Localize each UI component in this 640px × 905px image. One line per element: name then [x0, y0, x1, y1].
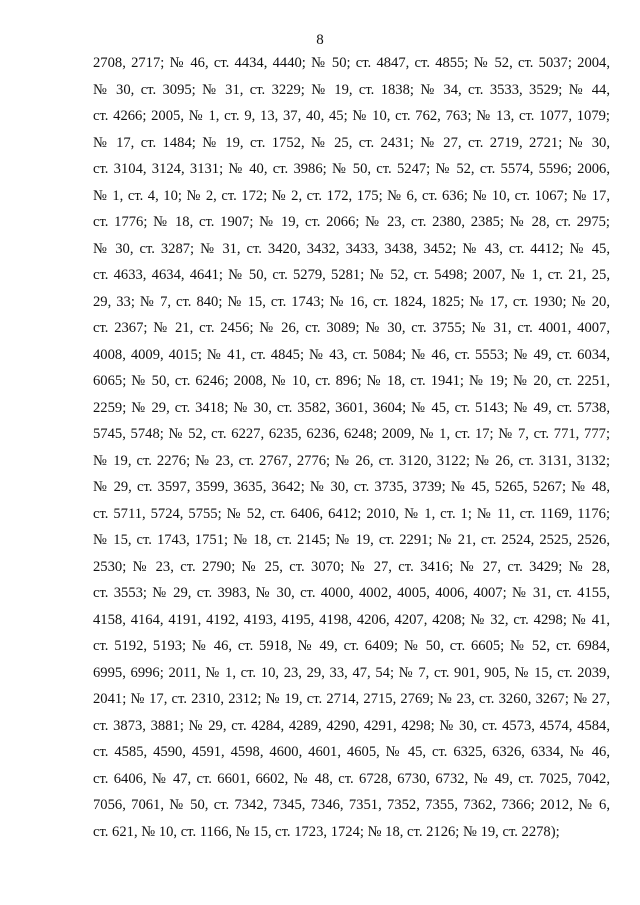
text-line: 2041; № 17, ст. 2310, 2312; № 19, ст. 2714, 2715, 2769; № 23, ст. 3260, 3267; № 27,	[93, 691, 610, 707]
text-line: 4008, 4009, 4015; № 41, ст. 4845; № 43, ст. 5084; № 46, ст. 5553; № 49, ст. 6034,	[93, 346, 610, 363]
text-line: ст. 4266; 2005, № 1, ст. 9, 13, 37, 40, 45; № 10, ст. 762, 763; № 13, ст. 1077, 1079;	[93, 108, 610, 124]
text-line: ст. 6406, № 47, ст. 6601, 6602, № 48, ст. 6728, 6730, 6732, № 49, ст. 7025, 7042,	[93, 770, 610, 787]
text-line: ст. 3104, 3124, 3131; № 40, ст. 3986; № 50, ст. 5247; № 52, ст. 5574, 5596; 2006,	[93, 161, 610, 177]
document-body-text	[93, 50, 610, 845]
text-line: № 29, ст. 3597, 3599, 3635, 3642; № 30, ст. 3735, 3739; № 45, 5265, 5267; № 48,	[93, 479, 610, 495]
text-line: 29, 33; № 7, ст. 840; № 15, ст. 1743; № 16, ст. 1824, 1825; № 17, ст. 1930; № 20,	[93, 293, 610, 310]
text-line: 2708, 2717; № 46, ст. 4434, 4440; № 50; ст. 4847, ст. 4855; № 52, ст. 5037; 2004,	[93, 55, 610, 71]
text-line: 5745, 5748; № 52, ст. 6227, 6235, 6236, 6248; 2009, № 1, ст. 17; № 7, ст. 771, 777;	[93, 426, 610, 442]
text-line: 7056, 7061, № 50, ст. 7342, 7345, 7346, 7351, 7352, 7355, 7362, 7366; 2012, № 6,	[93, 797, 610, 813]
text-line: 2259; № 29, ст. 3418; № 30, ст. 3582, 3601, 3604; № 45, ст. 5143; № 49, ст. 5738,	[93, 399, 610, 416]
text-line: ст. 621, № 10, ст. 1166, № 15, ст. 1723, 1724; № 18, ст. 2126; № 19, ст. 2278);	[93, 823, 560, 840]
text-line: 2530; № 23, ст. 2790; № 25, ст. 3070; № 27, ст. 3416; № 27, ст. 3429; № 28,	[93, 558, 610, 575]
text-line: № 19, ст. 2276; № 23, ст. 2767, 2776; № 26, ст. 3120, 3122; № 26, ст. 3131, 3132;	[93, 452, 610, 469]
text-line: ст. 1776; № 18, ст. 1907; № 19, ст. 2066; № 23, ст. 2380, 2385; № 28, ст. 2975;	[93, 214, 610, 230]
text-line: 6995, 6996; 2011, № 1, ст. 10, 23, 29, 33, 47, 54; № 7, ст. 901, 905, № 15, ст. 2039,	[93, 664, 610, 681]
text-line: ст. 3553; № 29, ст. 3983, № 30, ст. 4000, 4002, 4005, 4006, 4007; № 31, ст. 4155,	[93, 585, 610, 601]
text-line: 6065; № 50, ст. 6246; 2008, № 10, ст. 896; № 18, ст. 1941; № 19; № 20, ст. 2251,	[93, 373, 610, 389]
text-line: ст. 4585, 4590, 4591, 4598, 4600, 4601, 4605, № 45, ст. 6325, 6326, 6334, № 46,	[93, 744, 610, 760]
text-line: ст. 5711, 5724, 5755; № 52, ст. 6406, 6412; 2010, № 1, ст. 1; № 11, ст. 1169, 1176;	[93, 505, 610, 522]
text-line: № 30, ст. 3287; № 31, ст. 3420, 3432, 3433, 3438, 3452; № 43, ст. 4412; № 45,	[93, 240, 610, 257]
text-line: 4158, 4164, 4191, 4192, 4193, 4195, 4198, 4206, 4207, 4208; № 32, ст. 4298; № 41,	[93, 611, 610, 628]
text-line: ст. 3873, 3881; № 29, ст. 4284, 4289, 4290, 4291, 4298; № 30, ст. 4573, 4574, 4584,	[93, 717, 610, 734]
text-line: ст. 2367; № 21, ст. 2456; № 26, ст. 3089; № 30, ст. 3755; № 31, ст. 4001, 4007,	[93, 320, 610, 336]
text-line: № 1, ст. 4, 10; № 2, ст. 172; № 2, ст. 172, 175; № 6, ст. 636; № 10, ст. 1067; № 17,	[93, 187, 610, 204]
text-line: № 30, ст. 3095; № 31, ст. 3229; № 19, ст. 1838; № 34, ст. 3533, 3529; № 44,	[93, 81, 610, 98]
text-line: ст. 4633, 4634, 4641; № 50, ст. 5279, 5281; № 52, ст. 5498; 2007, № 1, ст. 21, 25,	[93, 267, 610, 283]
text-line: № 17, ст. 1484; № 19, ст. 1752, № 25, ст. 2431; № 27, ст. 2719, 2721; № 30,	[93, 134, 610, 151]
text-line: № 15, ст. 1743, 1751; № 18, ст. 2145; № 19, ст. 2291; № 21, ст. 2524, 2525, 2526,	[93, 532, 610, 548]
text-line: ст. 5192, 5193; № 46, ст. 5918, № 49, ст. 6409; № 50, ст. 6605; № 52, ст. 6984,	[93, 638, 610, 654]
page-number: 8	[316, 32, 324, 48]
